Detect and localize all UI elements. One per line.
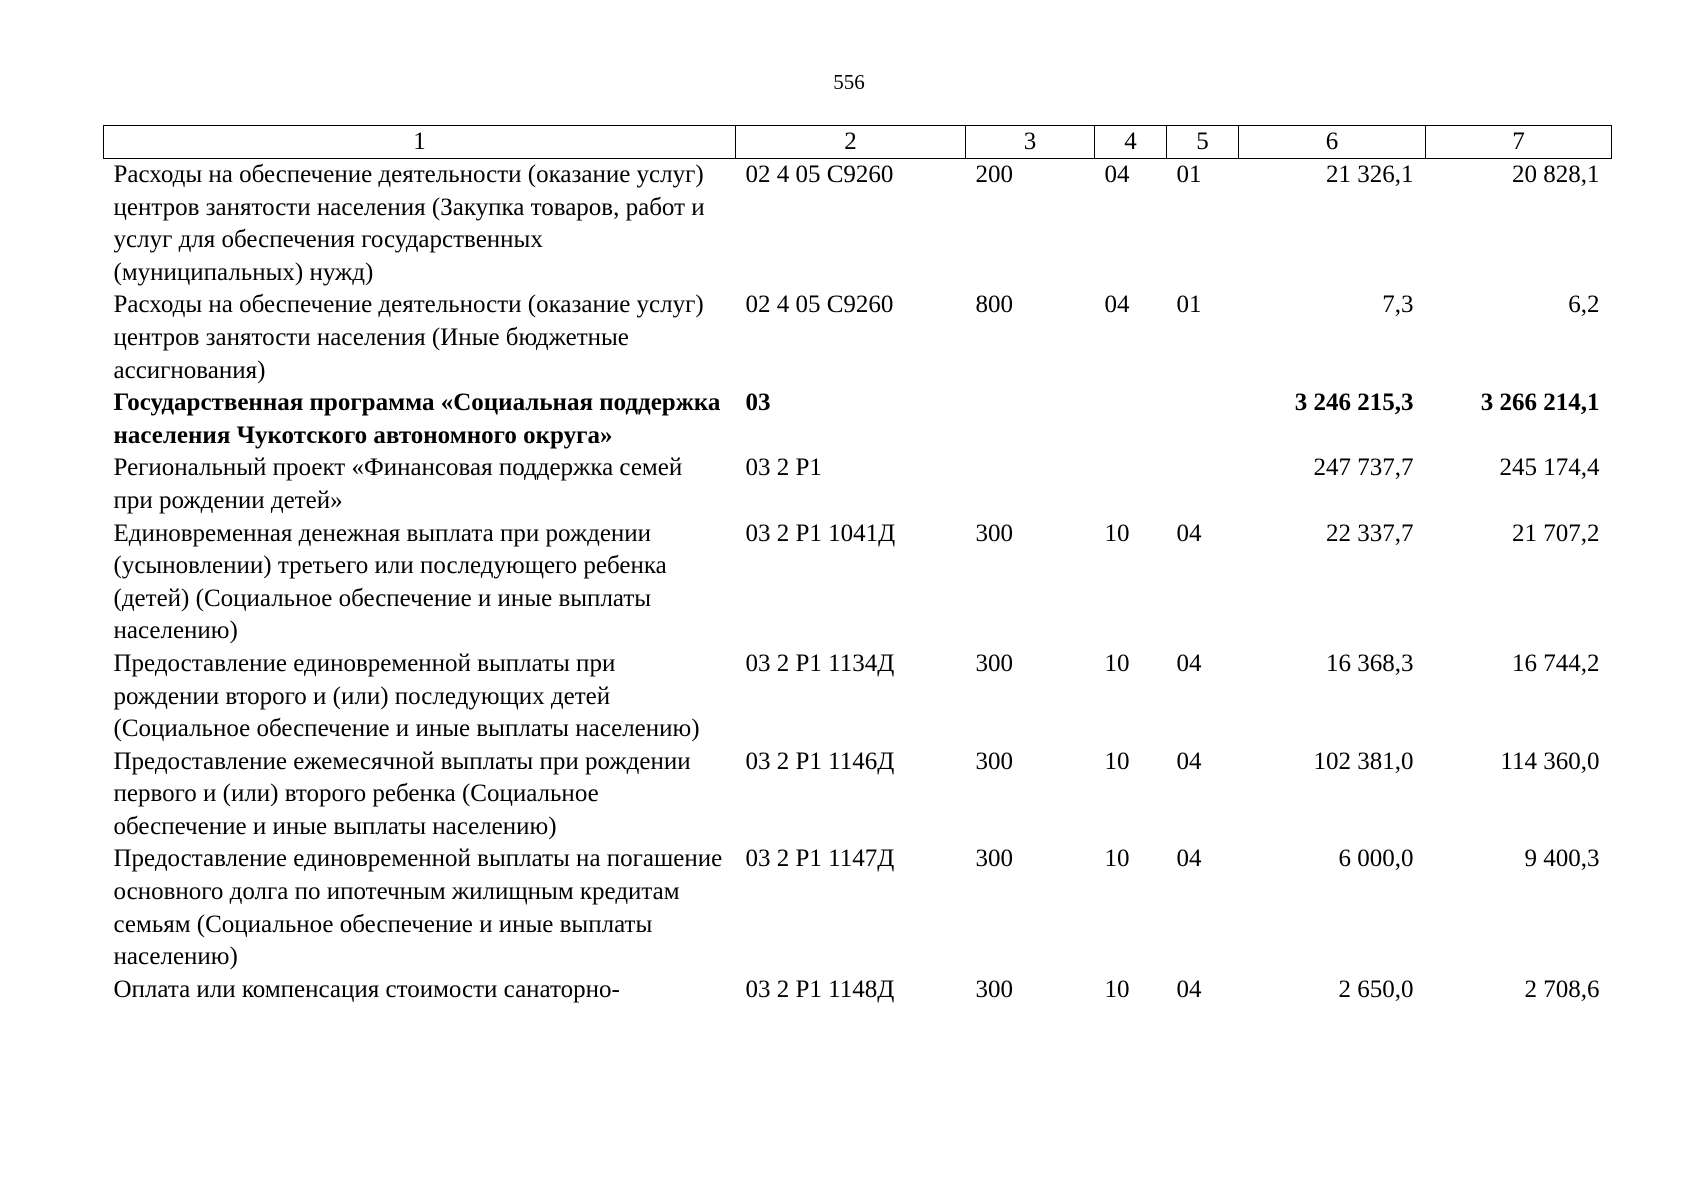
row-name: Предоставление ежемесячной выплаты при рождении первого и (или) второго ребенка (Социальное обеспечение и иные выплаты населению): [113, 747, 691, 840]
row-vr: 200: [975, 161, 1013, 188]
row-vr: 300: [975, 649, 1013, 677]
row-sum-1: 2 650,0: [1338, 975, 1414, 1003]
header-cell-1: 1: [104, 126, 736, 159]
row-rz: 10: [1104, 975, 1130, 1003]
row-rz: 04: [1104, 161, 1130, 188]
row-name: Единовременная денежная выплата при рождении (усыновлении) третьего или последующего ребенка (детей) (Социальное обеспечение и иные выплаты населению): [113, 519, 667, 645]
row-csr: 03 2 P1 1041Д: [745, 519, 896, 547]
row-pr: [1167, 452, 1239, 517]
row-sum-2: 245 174,4: [1499, 454, 1600, 482]
table-row: [104, 159, 1612, 290]
page-number: 556: [833, 70, 865, 94]
row-vr: [966, 452, 1095, 517]
row-vr: 800: [975, 291, 1013, 319]
row-rz: 04: [1104, 291, 1130, 319]
row-sum-1: 3 246 215,3: [1294, 389, 1414, 417]
table-row: [104, 289, 1612, 387]
row-csr: 03: [745, 389, 771, 417]
row-pr: 01: [1176, 291, 1202, 319]
row-sum-1: 16 368,3: [1326, 649, 1414, 677]
row-pr: 04: [1176, 649, 1202, 677]
row-rz: 10: [1104, 649, 1130, 677]
header-cell-3: 3: [966, 126, 1095, 159]
row-vr: 300: [975, 845, 1013, 873]
row-sum-2: 2 708,6: [1524, 975, 1600, 1003]
row-csr: 03 2 P1: [745, 454, 822, 482]
row-vr: 300: [975, 519, 1013, 547]
row-csr: 03 2 P1 1148Д: [745, 975, 895, 1003]
row-sum-2: 21 707,2: [1512, 519, 1600, 547]
table-row: [104, 843, 1612, 973]
row-sum-2: 9 400,3: [1524, 845, 1600, 873]
row-pr: 04: [1176, 845, 1202, 873]
row-sum-1: 7,3: [1382, 291, 1414, 319]
row-rz: [1095, 387, 1167, 452]
header-cell-4: 4: [1095, 126, 1167, 159]
table-row: [104, 746, 1612, 844]
table-row: [104, 974, 1612, 1007]
header-cell-2: 2: [736, 126, 966, 159]
row-pr: 04: [1176, 975, 1202, 1003]
row-sum-2: 6,2: [1568, 291, 1600, 319]
row-pr: 01: [1176, 161, 1202, 188]
table-row-program: [104, 387, 1612, 452]
row-name: Государственная программа «Социальная поддержка населения Чукотского автономного округа»: [113, 389, 721, 449]
row-name: Расходы на обеспечение деятельности (оказание услуг) центров занятости населения (Закупка товаров, работ и услуг для обеспечения государственных (муниципальных) нужд): [113, 161, 705, 286]
row-name: Расходы на обеспечение деятельности (оказание услуг) центров занятости населения (Иные бюджетные ассигнования): [113, 291, 704, 384]
row-name: Предоставление единовременной выплаты при рождении второго и (или) последующих детей (Социальное обеспечение и иные выплаты населению): [113, 649, 700, 743]
row-sum-2: 3 266 214,1: [1480, 389, 1600, 417]
row-rz: 10: [1104, 845, 1130, 873]
row-sum-1: 6 000,0: [1338, 845, 1414, 873]
header-cell-6: 6: [1239, 126, 1426, 159]
header-cell-5: 5: [1167, 126, 1239, 159]
header-row: [104, 126, 1612, 159]
row-rz: 10: [1104, 747, 1130, 775]
row-vr: 300: [975, 975, 1013, 1003]
budget-table: [103, 125, 1612, 1006]
row-rz: 10: [1104, 519, 1130, 547]
row-csr: 03 2 P1 1134Д: [745, 649, 895, 677]
row-csr: 03 2 P1 1147Д: [745, 845, 895, 873]
table-row: [104, 452, 1612, 517]
row-sum-2: 114 360,0: [1500, 747, 1600, 775]
row-csr: 03 2 P1 1146Д: [745, 747, 895, 775]
row-csr: 02 4 05 С9260: [745, 161, 894, 188]
row-csr: 02 4 05 С9260: [745, 291, 894, 319]
row-sum-1: 21 326,1: [1326, 161, 1414, 188]
row-vr: [966, 387, 1095, 452]
row-vr: 300: [975, 747, 1013, 775]
row-name: Предоставление единовременной выплаты на погашение основного долга по ипотечным жилищным кредитам семьям (Социальное обеспечение и иные выплаты населению): [113, 845, 723, 971]
table-body: [104, 159, 1612, 1007]
row-pr: 04: [1176, 519, 1202, 547]
row-pr: 04: [1176, 747, 1202, 775]
header-cell-7: 7: [1426, 126, 1612, 159]
row-sum-2: 20 828,1: [1512, 161, 1600, 188]
table-row: [104, 648, 1612, 746]
row-name: Региональный проект «Финансовая поддержка семей при рождении детей»: [113, 454, 683, 514]
table-row: [104, 518, 1612, 648]
row-sum-1: 247 737,7: [1313, 454, 1414, 482]
row-sum-1: 22 337,7: [1326, 519, 1414, 547]
row-pr: [1167, 387, 1239, 452]
row-rz: [1095, 452, 1167, 517]
row-name: Оплата или компенсация стоимости санаторно-: [113, 975, 620, 1003]
table-header: [104, 126, 1612, 159]
row-sum-2: 16 744,2: [1512, 649, 1600, 677]
row-sum-1: 102 381,0: [1313, 747, 1414, 775]
